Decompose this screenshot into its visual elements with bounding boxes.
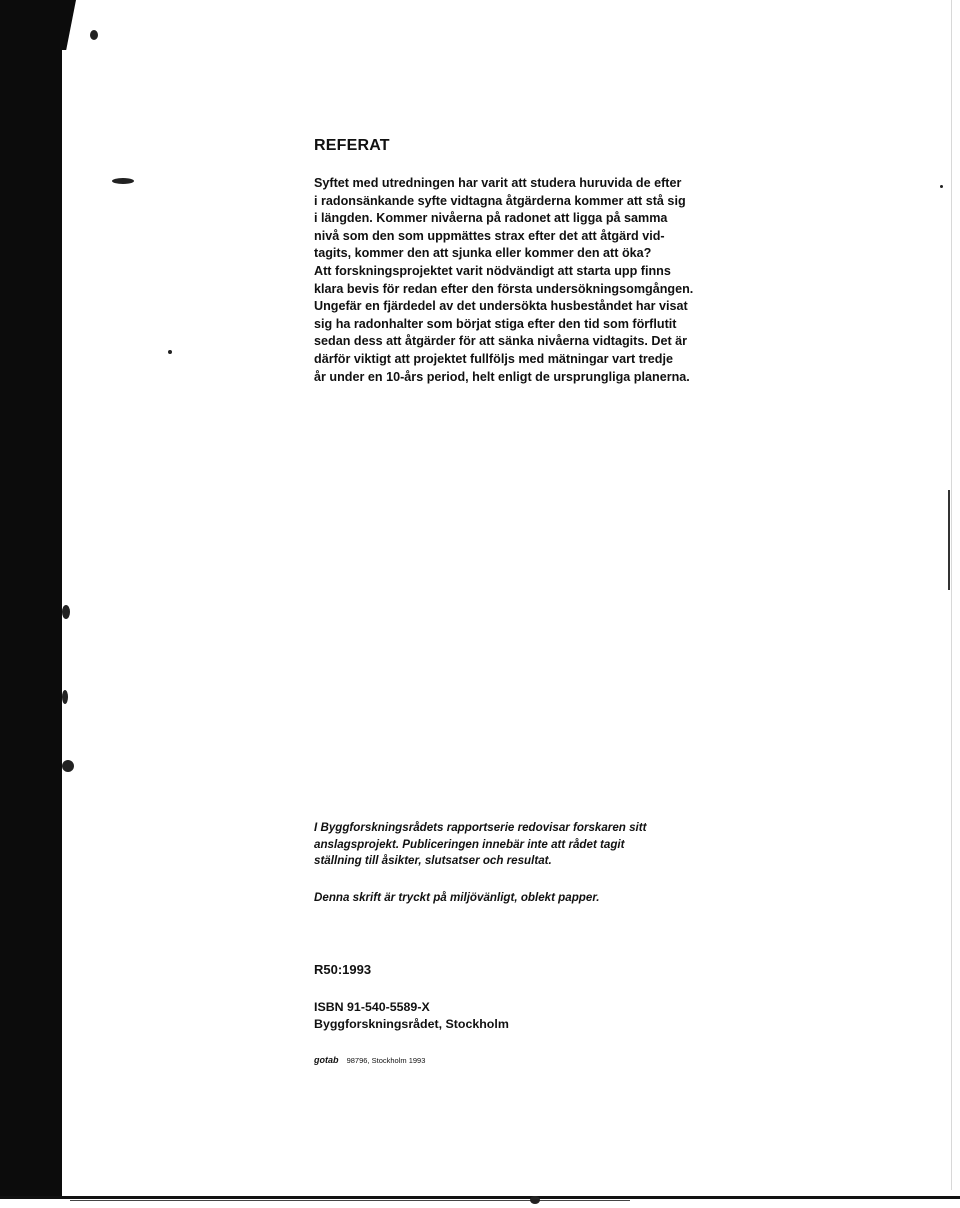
abstract-text <box>314 175 774 386</box>
isbn: ISBN 91-540-5589-X <box>314 1000 430 1014</box>
scan-speck <box>62 760 74 772</box>
printer-line <box>314 1055 425 1065</box>
scan-speck <box>62 605 70 619</box>
abstract-line: år under en 10-års period, helt enligt de ursprungliga planerna. <box>314 369 690 384</box>
disclaimer-line: ställning till åsikter, slutsatser och resultat. <box>314 854 552 867</box>
abstract-line: i radonsänkande syfte vidtagna åtgärderna kommer att stå sig <box>314 193 686 208</box>
abstract-line: nivå som den som uppmättes strax efter det att åtgärd vid- <box>314 228 665 243</box>
scan-right-mark <box>948 490 950 590</box>
publisher: Byggforskningsrådet, Stockholm <box>314 1017 509 1031</box>
scan-bottom-rule <box>70 1200 630 1201</box>
abstract-line: i längden. Kommer nivåerna på radonet att ligga på samma <box>314 211 668 226</box>
abstract-line: därför viktigt att projektet fullföljs med mätningar vart tredje <box>314 351 673 366</box>
report-number: R50:1993 <box>314 962 372 977</box>
scan-speck <box>530 1196 540 1204</box>
scan-speck <box>90 30 98 40</box>
abstract-line: sedan dess att åtgärder för att sänka nivåerna vidtagits. Det är <box>314 334 688 349</box>
scan-left-border-notch <box>62 0 76 50</box>
abstract-line: Syftet med utredningen har varit att studera huruvida de efter <box>314 176 682 190</box>
printer-logo: gotab <box>314 1055 339 1065</box>
abstract-line: klara bevis för redan efter den första undersökningsomgången. <box>314 281 694 296</box>
scan-speck <box>62 690 68 704</box>
scan-speck <box>940 185 943 188</box>
scan-speck <box>168 350 172 354</box>
abstract-line: sig ha radonhalter som börjat stiga efter den tid som förflutit <box>314 316 677 331</box>
disclaimer-line: I Byggforskningsrådets rapportserie redovisar forskaren sitt <box>314 821 647 834</box>
disclaimer-line: anslagsprojekt. Publiceringen innebär inte att rådet tagit <box>314 837 625 851</box>
scan-bottom-border <box>0 1196 960 1199</box>
scan-left-border <box>0 0 62 1198</box>
scan-speck <box>112 178 134 184</box>
paper-note: Denna skrift är tryckt på miljövänligt, oblekt papper. <box>314 891 600 904</box>
publication-disclaimer <box>314 820 774 870</box>
abstract-heading: REFERAT <box>314 137 390 154</box>
abstract-line: Att forskningsprojektet varit nödvändigt att starta upp finns <box>314 263 671 278</box>
abstract-line: Ungefär en fjärdedel av det undersökta husbeståndet har visat <box>314 299 688 314</box>
printer-text: 98796, Stockholm 1993 <box>346 1056 426 1065</box>
abstract-line: tagits, kommer den att sjunka eller kommer den att öka? <box>314 246 652 261</box>
scan-right-edge <box>951 0 952 1190</box>
